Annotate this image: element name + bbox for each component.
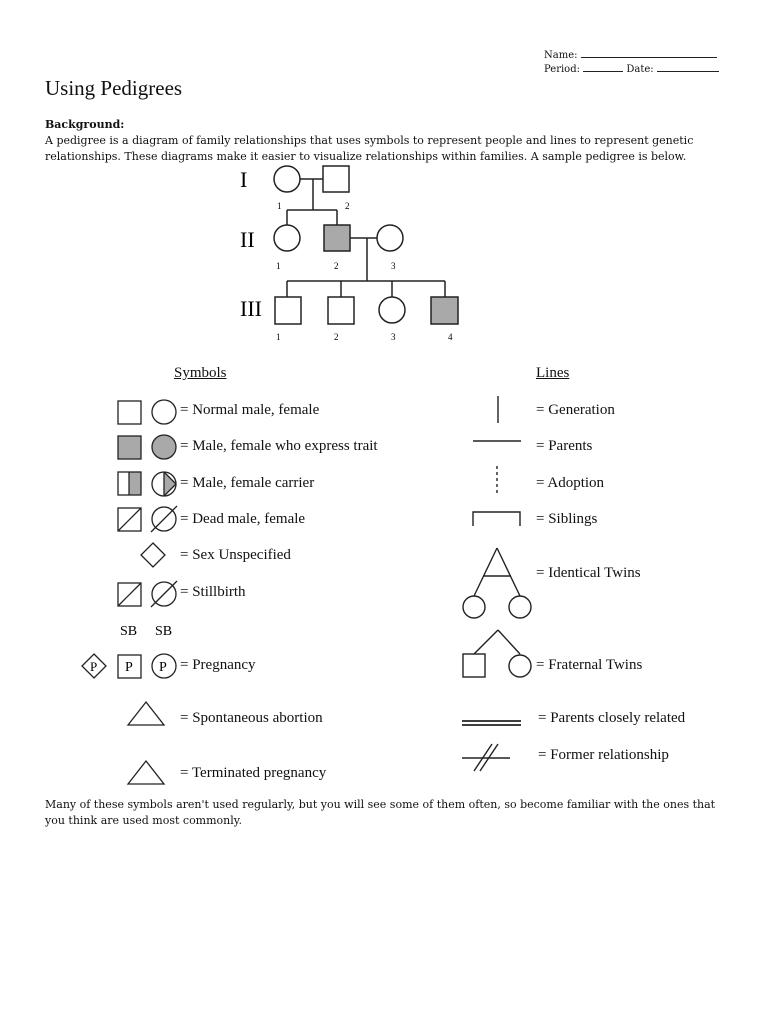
period-label: Period: [544,64,580,75]
closing-note: Many of these symbols aren't used regularly, but you will see some of them often, so become familiar with the ones that you think are used most commonly. [45,798,716,827]
page-title: Using Pedigrees [45,76,183,100]
gen-label-2: II [240,227,255,252]
symbol-label: = Spontaneous abortion [180,710,323,726]
gen2-number: 2 [334,261,339,271]
gen3-female-3 [379,297,405,323]
spontaneous-abortion-triangle [128,702,164,725]
gen3-male-2 [328,297,354,324]
name-blank[interactable] [581,47,717,58]
gen1-number: 2 [345,201,350,211]
background-text: A pedigree is a diagram of family relationships that uses symbols to represent people and lines to represent genetic relationships. These diagrams make it easier to visualize relationships within families. A sample pedigree is below. [45,134,694,163]
affected-male-square [118,436,141,459]
fraternal-twin-circle [509,655,531,677]
line-label: = Parents [536,438,593,454]
terminated-pregnancy-triangle [128,761,164,784]
date-label: Date: [626,64,654,75]
symbol-label: = Pregnancy [180,657,256,673]
symbols-heading: Symbols [174,365,227,381]
gen-label-3: III [240,296,262,321]
gen2-affected-male-2 [324,225,350,251]
identical-twin-circle [509,596,531,618]
line-label: = Fraternal Twins [536,657,643,673]
symbol-label: = Male, female who express trait [180,438,378,454]
line-label: = Adoption [536,475,605,491]
line-label: = Siblings [536,511,598,527]
sex-unspecified-diamond [141,543,165,567]
gen2-number: 3 [391,261,396,271]
period-blank[interactable] [583,61,623,72]
line-label: = Former relationship [538,747,669,763]
fraternal-twin-square [463,654,485,677]
pregnancy-letter: P [90,659,98,674]
normal-male-square [118,401,141,424]
line-label: = Generation [536,402,615,418]
gen3-number: 2 [334,332,339,342]
symbol-shapes [75,390,185,790]
lines-heading: Lines [536,365,570,381]
symbol-label: = Male, female carrier [180,475,315,491]
gen3-number: 1 [276,332,281,342]
gen2-female-3 [377,225,403,251]
symbol-label: = Terminated pregnancy [180,765,327,781]
normal-female-circle [152,400,176,424]
identical-twin-circle [463,596,485,618]
line-label: = Identical Twins [536,565,641,581]
stillbirth-sb-label: SB [155,624,173,639]
stillbirth-sb-label: SB [120,624,138,639]
pregnancy-letter: P [159,660,167,675]
gen2-number: 1 [276,261,281,271]
line-label: = Parents closely related [538,710,686,726]
pregnancy-letter: P [125,660,133,675]
background-heading: Background: [45,118,125,131]
gen2-female-1 [274,225,300,251]
name-label: Name: [544,50,578,61]
line-shapes [455,390,535,780]
gen1-female-1 [274,166,300,192]
affected-female-circle [152,435,176,459]
symbol-label: = Sex Unspecified [180,547,291,563]
gen3-number: 4 [448,332,453,342]
gen1-male-2 [323,166,349,192]
symbol-label: = Normal male, female [180,402,320,418]
symbol-label: = Dead male, female [180,511,306,527]
gen3-affected-male-4 [431,297,458,324]
siblings-bracket [473,512,520,526]
sample-pedigree [230,160,480,350]
gen3-number: 3 [391,332,396,342]
date-blank[interactable] [657,61,719,72]
gen1-number: 1 [277,201,282,211]
symbol-label: = Stillbirth [180,584,246,600]
gen3-male-1 [275,297,301,324]
gen-label-1: I [240,167,248,192]
period-date-field [544,61,719,77]
